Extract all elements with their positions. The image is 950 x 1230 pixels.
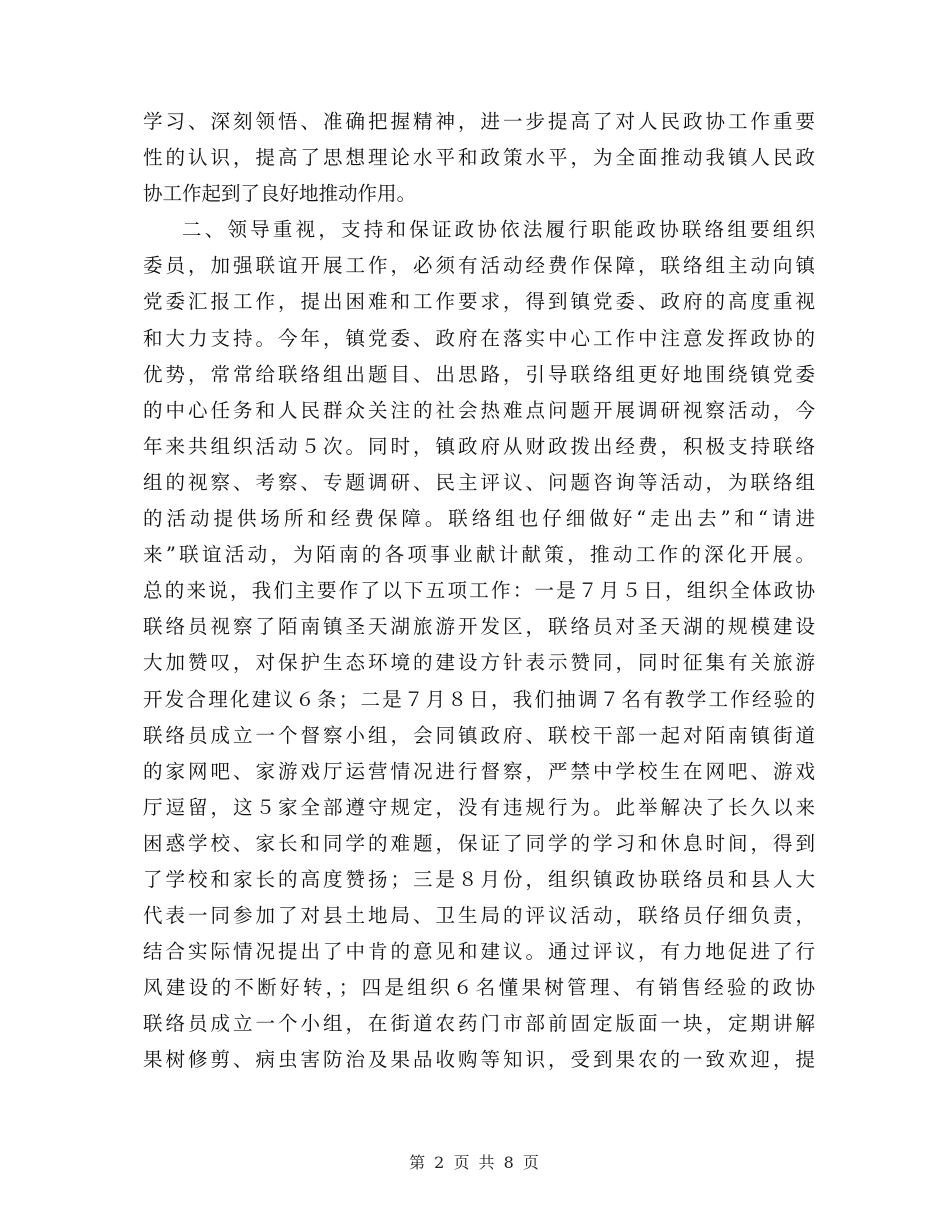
body-text — [143, 104, 815, 1079]
text-line: 性的认识，提高了思想理论水平和政策水平，为全面推动我镇人民政 — [143, 146, 815, 170]
paragraph-start-line: 二、领导重视，支持和保证政协依法履行职能政协联络组要组织 — [182, 218, 815, 242]
text-line: 联络员成立一个督察小组，会同镇政府、联校干部一起对陌南镇街道 — [143, 723, 815, 747]
text-line: 厅逗留，这５家全部遵守规定，没有违规行为。此举解决了长久以来 — [143, 795, 815, 819]
text-line: 果树修剪、病虫害防治及果品收购等知识，受到果农的一致欢迎，提 — [143, 1048, 815, 1072]
text-line: 了学校和家长的高度赞扬；三是８月份，组织镇政协联络员和县人大 — [143, 867, 815, 891]
text-line: 的中心任务和人民群众关注的社会热难点问题开展调研视察活动，今 — [143, 398, 815, 422]
text-line: 的家网吧、家游戏厅运营情况进行督察，严禁中学校生在网吧、游戏 — [143, 759, 815, 783]
text-line: 开发合理化建议６条；二是７月８日，我们抽调７名有教学工作经验的 — [143, 687, 815, 711]
page-number: 第 2 页 共 8 页 — [409, 1153, 541, 1172]
text-line: 委员，加强联谊开展工作，必须有活动经费作保障，联络组主动向镇 — [143, 254, 815, 278]
text-line: 的活动提供场所和经费保障。联络组也仔细做好“走出去”和“请进 — [143, 507, 815, 531]
text-line: 组的视察、考察、专题调研、民主评议、问题咨询等活动，为联络组 — [143, 470, 815, 494]
text-line: 党委汇报工作，提出困难和工作要求，得到镇党委、政府的高度重视 — [143, 290, 815, 314]
text-line: 大加赞叹，对保护生态环境的建设方针表示赞同，同时征集有关旅游 — [143, 651, 815, 675]
text-line: 风建设的不断好转，；四是组织６名懂果树管理、有销售经验的政协 — [143, 976, 815, 1000]
text-line: 联络员视察了陌南镇圣天湖旅游开发区，联络员对圣天湖的规模建设 — [143, 615, 815, 639]
text-line: 协工作起到了良好地推动作用。 — [143, 182, 417, 206]
text-line: 来”联谊活动，为陌南的各项事业献计献策，推动工作的深化开展。 — [143, 543, 815, 567]
text-line: 学习、深刻领悟、准确把握精神，进一步提高了对人民政协工作重要 — [143, 110, 815, 133]
text-line: 和大力支持。今年，镇党委、政府在落实中心工作中注意发挥政协的 — [143, 326, 815, 350]
text-line: 困惑学校、家长和同学的难题，保证了同学的学习和休息时间，得到 — [143, 831, 815, 855]
text-line: 联络员成立一个小组，在街道农药门市部前固定版面一块，定期讲解 — [143, 1012, 815, 1036]
text-line: 年来共组织活动５次。同时，镇政府从财政拨出经费，积极支持联络 — [143, 434, 815, 458]
text-line: 结合实际情况提出了中肯的意见和建议。通过评议，有力地促进了行 — [143, 940, 815, 964]
text-line: 代表一同参加了对县土地局、卫生局的评议活动，联络员仔细负责， — [143, 904, 815, 928]
text-line: 优势，常常给联络组出题目、出思路，引导联络组更好地围绕镇党委 — [143, 362, 815, 386]
text-line: 总的来说，我们主要作了以下五项工作：一是７月５日，组织全体政协 — [143, 579, 815, 603]
